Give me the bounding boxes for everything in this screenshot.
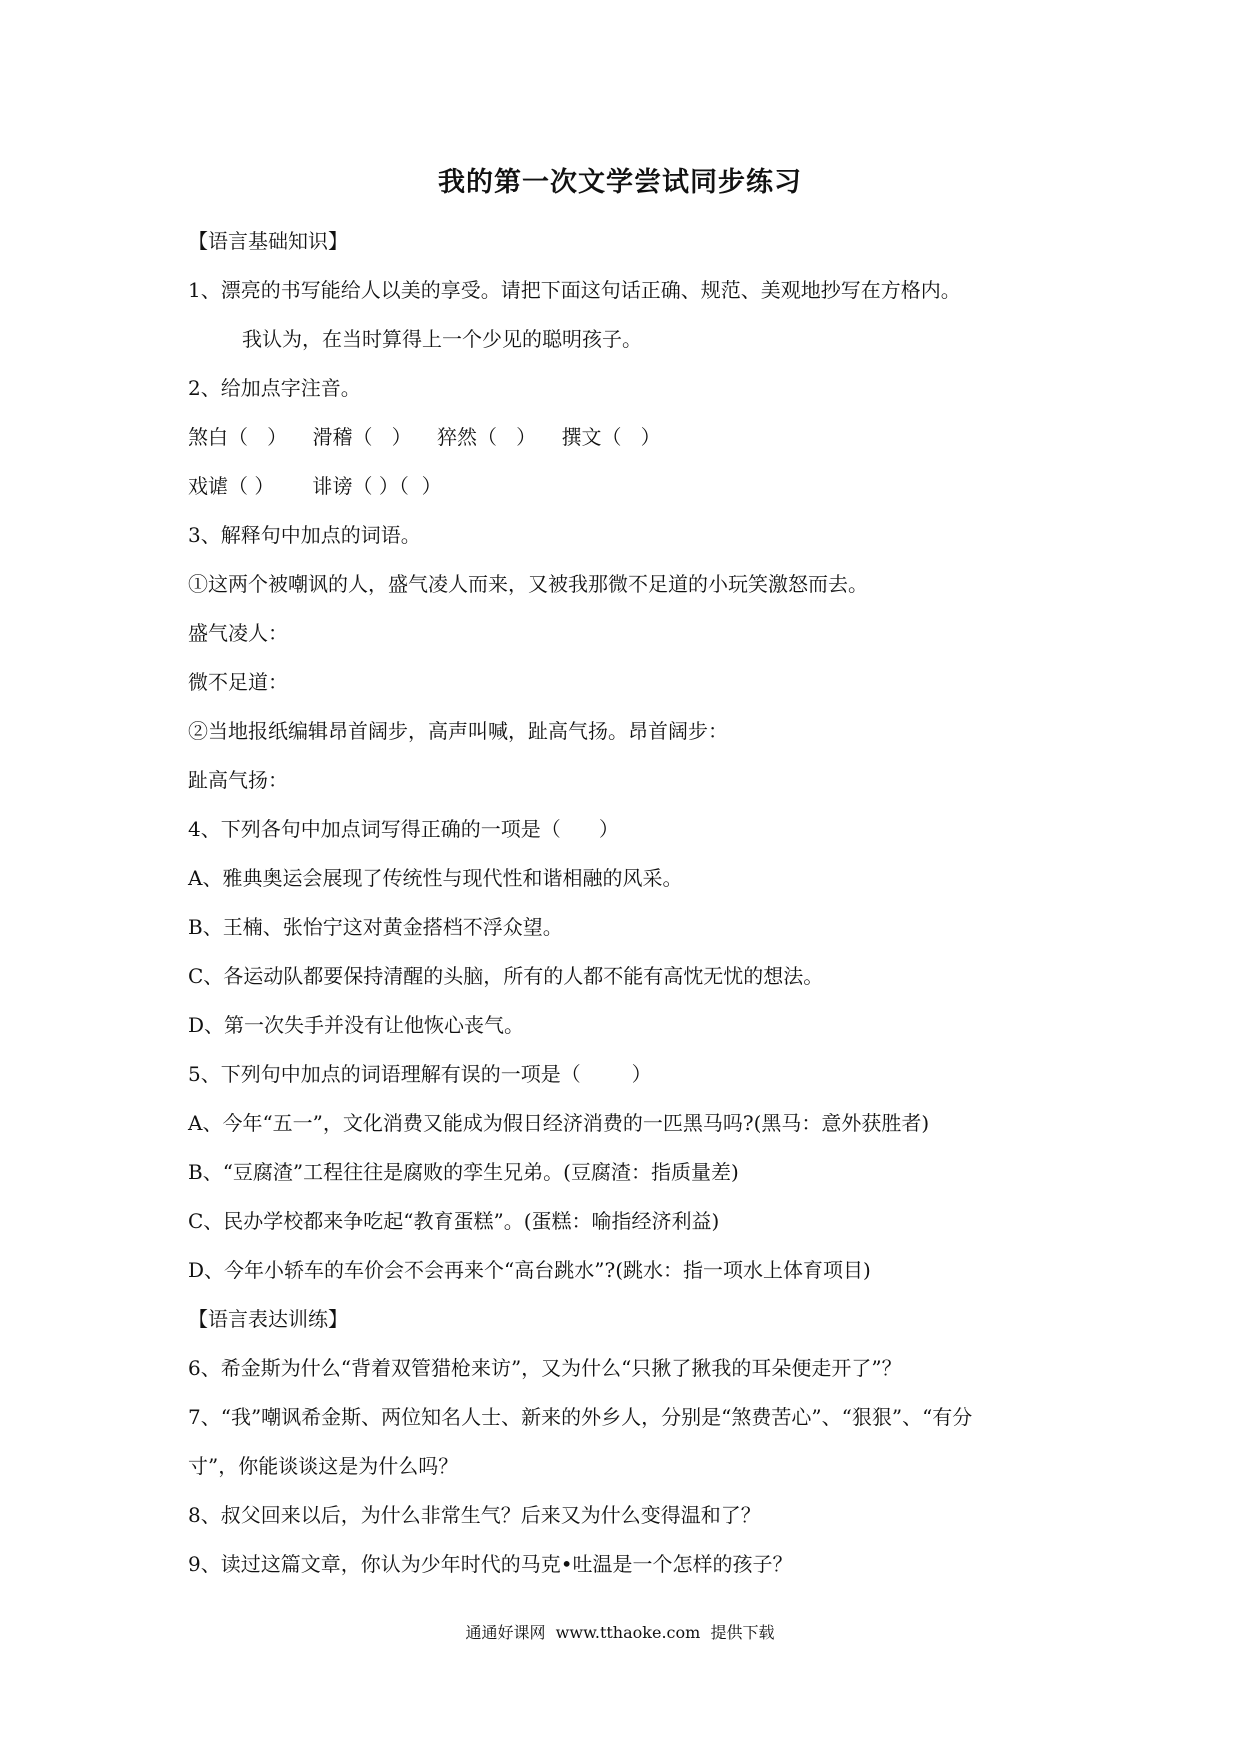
term-weibu-zudao: 微不足道： bbox=[188, 670, 288, 694]
page-title: 我的第一次文学尝试同步练习 bbox=[438, 167, 802, 198]
exercise-content bbox=[188, 226, 1088, 1598]
question-4-option-c: C、各运动队都要保持清醒的头脑，所有的人都不能有高忱无忧的想法。 bbox=[188, 964, 824, 988]
question-7: 7、“我”嘲讽希金斯、两位知名人士、新来的外乡人，分别是“煞费苦心”、“狠狠”、“有分 bbox=[188, 1405, 973, 1429]
pinyin-row-2: 戏谑（ ） 诽谤（ ）（ ） bbox=[188, 474, 442, 498]
question-5-option-a: A、今年“五一”，文化消费又能成为假日经济消费的一匹黑马吗?(黑马：意外获胜者) bbox=[188, 1111, 930, 1135]
question-7-continued: 寸”，你能谈谈这是为什么吗？ bbox=[188, 1454, 459, 1478]
question-2: 2、给加点字注音。 bbox=[188, 376, 361, 400]
question-4-option-a: A、雅典奥运会展现了传统性与现代性和谐相融的风采。 bbox=[188, 866, 683, 890]
question-5-option-d: D、今年小轿车的车价会不会再来个“高台跳水”?(跳水：指一项水上体育项目) bbox=[188, 1258, 871, 1282]
question-3-sentence-2: ②当地报纸编辑昂首阔步，高声叫喊，趾高气扬。昂首阔步： bbox=[188, 719, 728, 743]
question-3: 3、解释句中加点的词语。 bbox=[188, 523, 421, 547]
pinyin-row-1: 煞白（ ） 滑稽（ ） 猝然（ ） 撰文（ ） bbox=[188, 425, 661, 449]
question-3-sentence-1: ①这两个被嘲讽的人，盛气凌人而来，又被我那微不足道的小玩笑激怒而去。 bbox=[188, 572, 868, 596]
question-5: 5、下列句中加点的词语理解有误的一项是（ ） bbox=[188, 1062, 652, 1086]
question-6: 6、希金斯为什么“背着双管猎枪来访”，又为什么“只揪了揪我的耳朵便走开了”？ bbox=[188, 1356, 902, 1380]
question-1: 1、漂亮的书写能给人以美的享受。请把下面这句话正确、规范、美观地抄写在方格内。 bbox=[188, 278, 961, 302]
question-4-option-b: B、王楠、张怡宁这对黄金搭档不浮众望。 bbox=[188, 915, 563, 939]
term-zhigao-qiyang: 趾高气扬： bbox=[188, 768, 288, 792]
question-5-option-b: B、“豆腐渣”工程往往是腐败的孪生兄弟。(豆腐渣：指质量差) bbox=[188, 1160, 739, 1184]
question-4-option-d: D、第一次失手并没有让他恢心丧气。 bbox=[188, 1013, 525, 1037]
section-heading-basics: 【语言基础知识】 bbox=[188, 229, 348, 253]
term-shengqi-lingren: 盛气凌人： bbox=[188, 621, 288, 645]
question-8: 8、叔父回来以后，为什么非常生气？后来又为什么变得温和了？ bbox=[188, 1503, 761, 1527]
footer-source: 通通好课网 www.tthaoke.com 提供下载 bbox=[465, 1623, 775, 1642]
question-9: 9、读过这篇文章，你认为少年时代的马克•吐温是一个怎样的孩子？ bbox=[188, 1552, 793, 1576]
copy-sentence: 我认为，在当时算得上一个少见的聪明孩子。 bbox=[242, 327, 642, 351]
section-heading-expression: 【语言表达训练】 bbox=[188, 1307, 348, 1331]
question-4: 4、下列各句中加点词写得正确的一项是（ ） bbox=[188, 817, 619, 841]
question-5-option-c: C、民办学校都来争吃起“教育蛋糕”。(蛋糕：喻指经济利益) bbox=[188, 1209, 720, 1233]
